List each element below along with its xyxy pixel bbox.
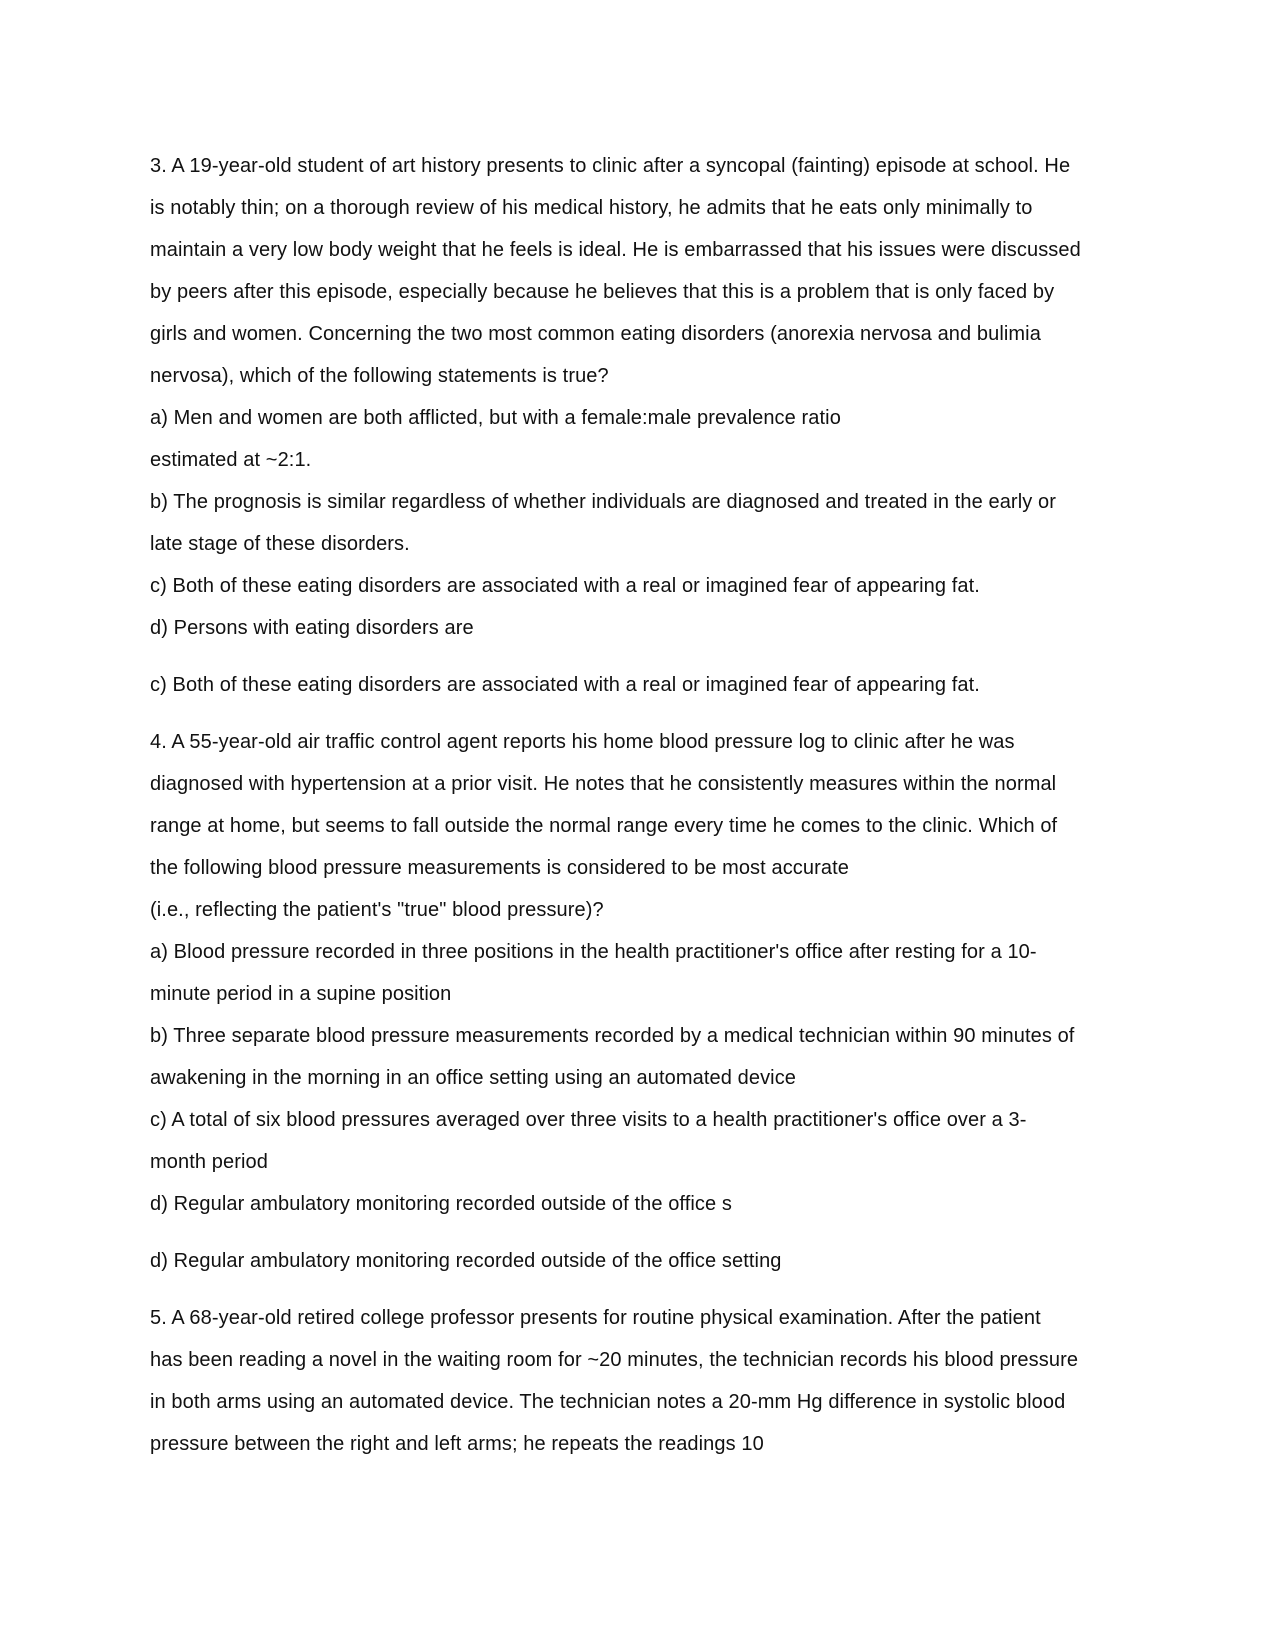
question-3-option-d: d) Persons with eating disorders are [150, 617, 474, 639]
question-5 [150, 1297, 1130, 1465]
question-3 [150, 145, 1130, 706]
question-5-stem-line: has been reading a novel in the waiting room for ~20 minutes, the technician records his blood pressure [150, 1349, 1079, 1371]
question-3-stem-line: girls and women. Concerning the two most common eating disorders (anorexia nervosa and bulimia [150, 323, 1041, 345]
question-4 [150, 721, 1130, 1282]
question-3-option-b: b) The prognosis is similar regardless of whether individuals are diagnosed and treated in the early or [150, 491, 1056, 513]
question-3-stem-line: by peers after this episode, especially because he believes that this is a problem that is only faced by [150, 281, 1055, 303]
question-5-stem-line: 5. A 68-year-old retired college professor presents for routine physical examination. After the patient [150, 1307, 1041, 1329]
question-3-stem-line: 3. A 19-year-old student of art history presents to clinic after a syncopal (fainting) episode at school. He [150, 155, 1071, 177]
question-3-answer: c) Both of these eating disorders are associated with a real or imagined fear of appearing fat. [150, 674, 980, 696]
question-4-stem-line: diagnosed with hypertension at a prior visit. He notes that he consistently measures within the normal [150, 773, 1057, 795]
question-3-option-b-cont: late stage of these disorders. [150, 533, 410, 555]
question-4-option-c: c) A total of six blood pressures averaged over three visits to a health practitioner's office over a 3- [150, 1109, 1027, 1131]
question-4-option-b-cont: awakening in the morning in an office setting using an automated device [150, 1067, 797, 1089]
question-3-stem-line: is notably thin; on a thorough review of his medical history, he admits that he eats only minimally to [150, 197, 1033, 219]
question-5-stem-line: in both arms using an automated device. The technician notes a 20-mm Hg difference in systolic blood [150, 1391, 1066, 1413]
question-4-option-a-cont: minute period in a supine position [150, 983, 452, 1005]
question-4-option-d: d) Regular ambulatory monitoring recorded outside of the office s [150, 1193, 732, 1215]
question-4-answer: d) Regular ambulatory monitoring recorded outside of the office setting [150, 1250, 782, 1272]
question-3-option-c: c) Both of these eating disorders are associated with a real or imagined fear of appearing fat. [150, 575, 980, 597]
question-3-stem-line: nervosa), which of the following statements is true? [150, 365, 609, 387]
question-4-stem-line: the following blood pressure measurements is considered to be most accurate [150, 857, 849, 879]
question-3-option-a: a) Men and women are both afflicted, but with a female:male prevalence ratio [150, 407, 841, 429]
question-4-option-a: a) Blood pressure recorded in three positions in the health practitioner's office after resting for a 10- [150, 941, 1037, 963]
question-4-option-c-cont: month period [150, 1151, 268, 1173]
document-page [150, 145, 1130, 1465]
question-3-option-a-cont: estimated at ~2:1. [150, 449, 312, 471]
question-3-stem-line: maintain a very low body weight that he feels is ideal. He is embarrassed that his issues were discussed [150, 239, 1081, 261]
question-4-stem-line: 4. A 55-year-old air traffic control agent reports his home blood pressure log to clinic after he was [150, 731, 1015, 753]
question-4-stem-line: range at home, but seems to fall outside the normal range every time he comes to the clinic. Which of [150, 815, 1058, 837]
question-4-option-b: b) Three separate blood pressure measurements recorded by a medical technician within 90 minutes of [150, 1025, 1075, 1047]
question-4-stem-line: (i.e., reflecting the patient's "true" blood pressure)? [150, 899, 604, 921]
question-5-stem-line: pressure between the right and left arms; he repeats the readings 10 [150, 1433, 764, 1455]
